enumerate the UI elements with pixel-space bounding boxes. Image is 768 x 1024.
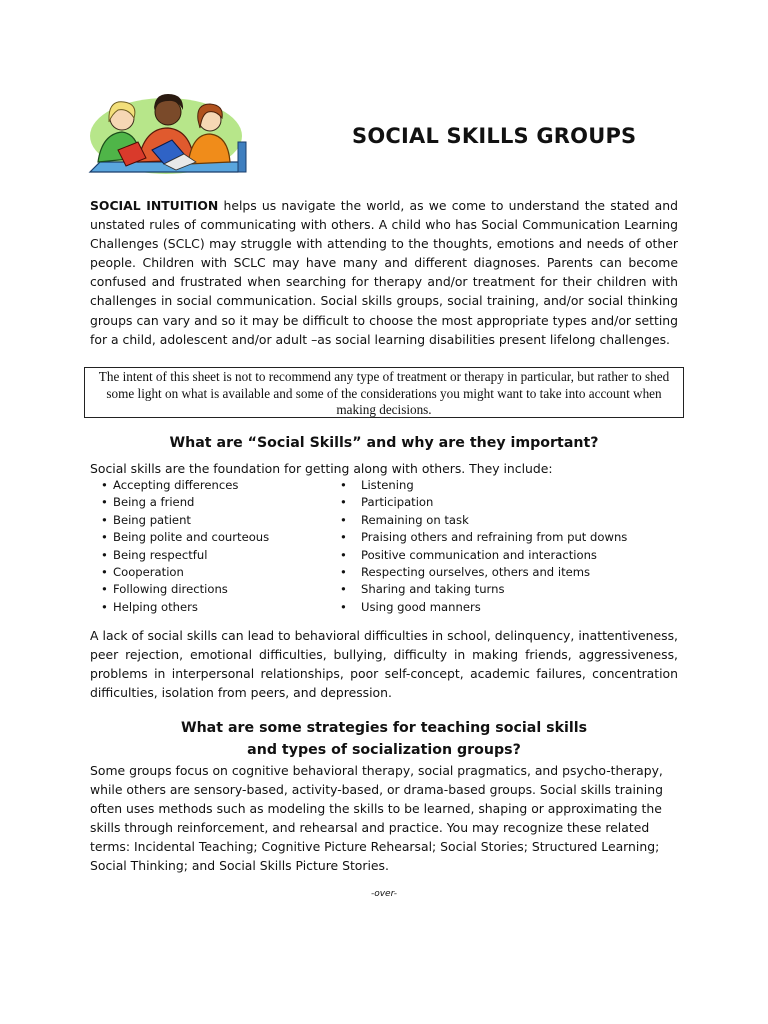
social-skills-lead: Social skills are the foundation for getting along with others. They include:: [90, 461, 553, 476]
list-item: • Accepting differences: [101, 477, 269, 494]
list-item: • Sharing and taking turns: [340, 581, 627, 598]
list-item: • Listening: [340, 477, 627, 494]
list-item: • Being patient: [101, 512, 269, 529]
intro-lead-term: SOCIAL INTUITION: [90, 198, 219, 213]
list-item: • Being polite and courteous: [101, 529, 269, 546]
list-item: • Remaining on task: [340, 512, 627, 529]
section-heading-strategies-line2: and types of socialization groups?: [247, 742, 521, 758]
list-item: • Helping others: [101, 599, 269, 616]
intent-notice-box: The intent of this sheet is not to recommend any type of treatment or therapy in particular, but rather to shed some light on what is available and some of the considerations you might want to take into account when making decisions.: [84, 367, 684, 418]
list-item: • Positive communication and interactions: [340, 547, 627, 564]
list-item: • Being respectful: [101, 547, 269, 564]
section-heading-social-skills: What are “Social Skills” and why are they important?: [169, 435, 599, 451]
consequences-paragraph: A lack of social skills can lead to behavioral difficulties in school, delinquency, inattentiveness, peer rejection, emotional difficulties, bullying, difficulty in making friends, aggressiveness, problems in interpersonal relationships, poor self-concept, academic failures, concentration difficulties, isolation from peers, and depression.: [90, 628, 678, 700]
strategies-paragraph: Some groups focus on cognitive behavioral therapy, social pragmatics, and psycho-therapy, while others are sensory-based, activity-based, or drama-based groups. Social skills training often uses methods such as modeling the skills to be learned, shaping or approximating the skills through reinforcement, and rehearsal and practice. You may recognize these related terms: Incidental Teaching; Cognitive Picture Rehearsal; Social Stories; Structured Learning; Social Thinking; and Social Skills Picture Stories.: [90, 763, 663, 873]
list-item: • Cooperation: [101, 564, 269, 581]
document-title: SOCIAL SKILLS GROUPS: [352, 124, 637, 148]
section-heading-strategies-line1: What are some strategies for teaching social skills: [180, 720, 588, 736]
list-item: • Using good manners: [340, 599, 627, 616]
list-item: • Following directions: [101, 581, 269, 598]
skills-list-left: [101, 477, 269, 616]
list-item: • Participation: [340, 494, 627, 511]
intro-text: helps us navigate the world, as we come to understand the stated and unstated rules of communicating with others. A child who has Social Communication Learning Challenges (SCLC) may struggle with attending to the thoughts, emotions and needs of other people. Children with SCLC may have many and different diagnoses. Parents can become confused and frustrated when searching for therapy and/or treatment for their children with challenges in social communication. Social skills groups, social training, and/or social thinking groups can vary and so it may be difficult to choose the most appropriate types and/or setting for a child, adolescent and/or adult –as social learning disabilities present lifelong challenges.: [90, 198, 678, 347]
skills-list-right: [340, 477, 627, 616]
list-item: • Praising others and refraining from put downs: [340, 529, 627, 546]
list-item: • Respecting ourselves, others and items: [340, 564, 627, 581]
intro-paragraph: [90, 196, 678, 349]
page-footer-over: -over-: [370, 889, 398, 899]
children-reading-clipart: [88, 88, 252, 180]
list-item: • Being a friend: [101, 494, 269, 511]
